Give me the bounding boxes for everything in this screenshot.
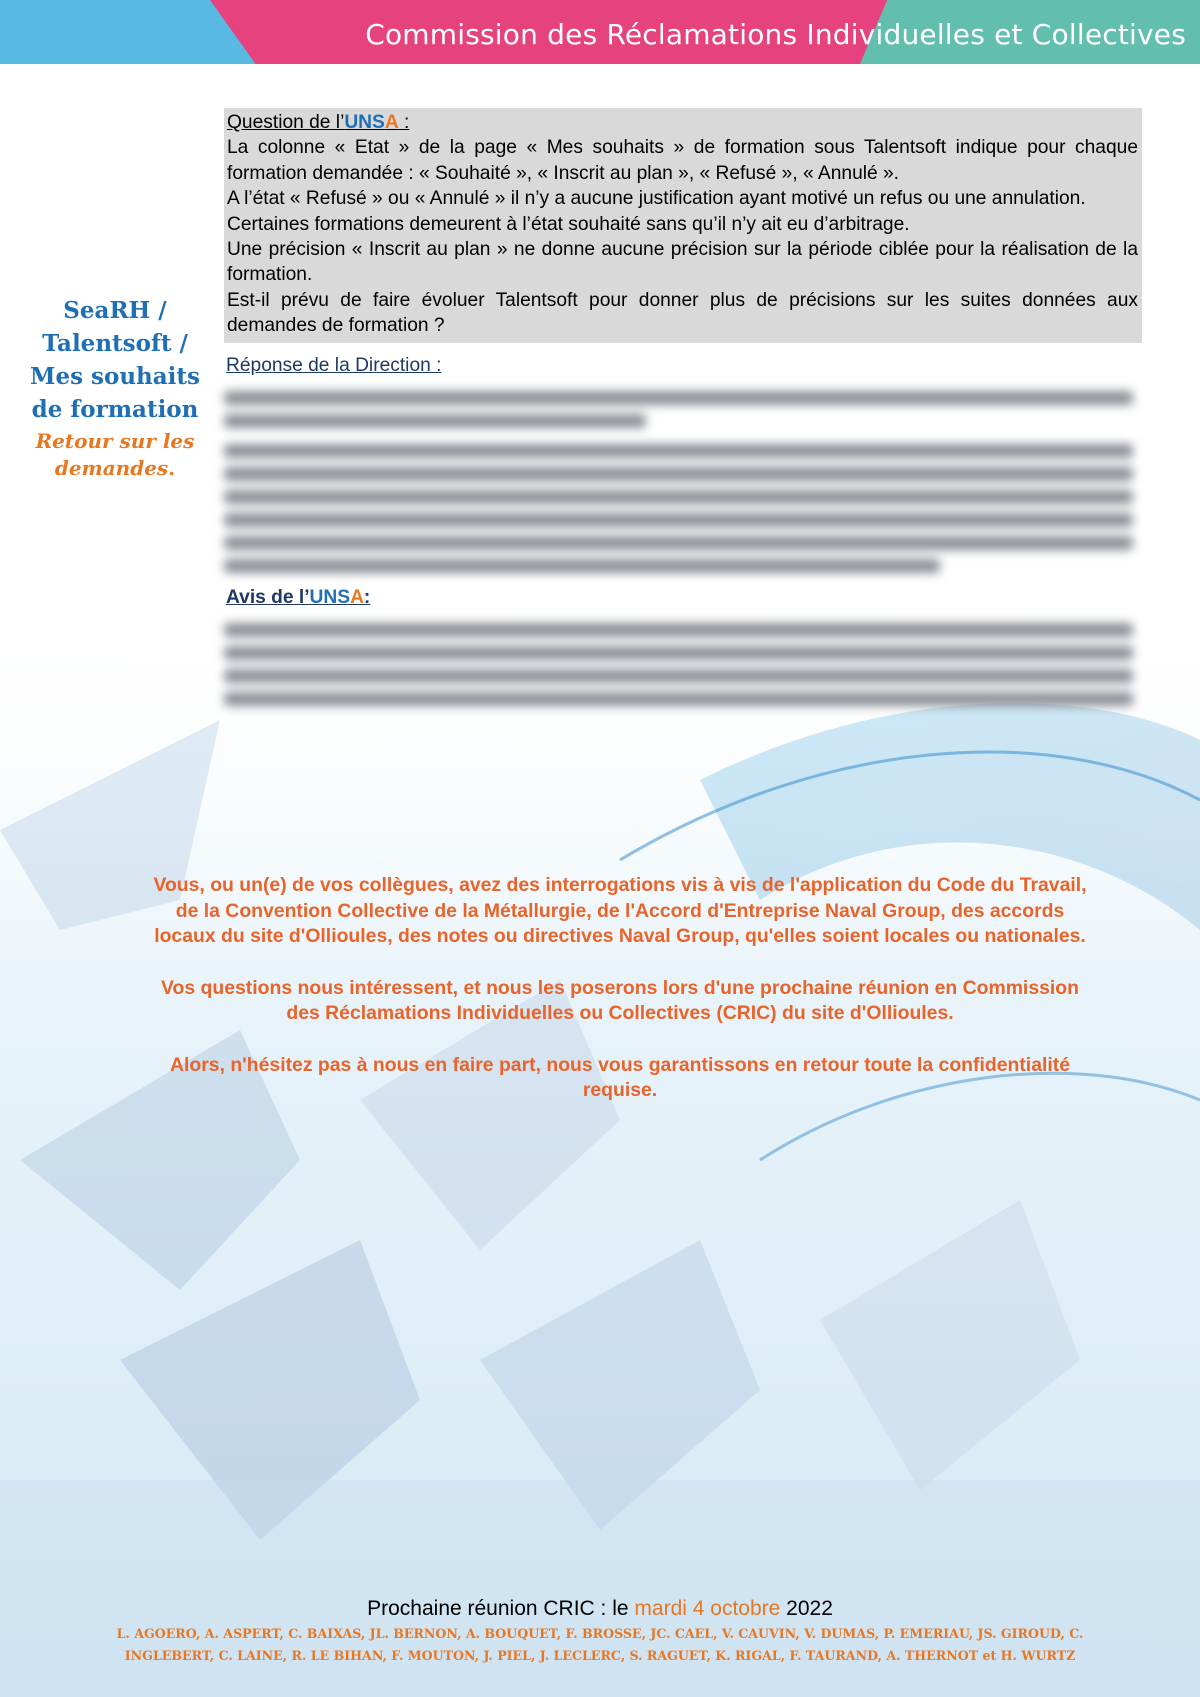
redacted-line [224, 646, 1133, 660]
banner-title: Commission des Réclamations Individuelles et Collectives [365, 18, 1186, 51]
org-name-part2: A [384, 112, 399, 133]
question-heading-suffix: : [398, 112, 410, 133]
redacted-answer [224, 391, 1142, 573]
redacted-avis [224, 623, 1142, 706]
main-content [224, 108, 1142, 715]
topic-subtitle-line: Retour sur les [35, 429, 195, 453]
topic-subtitle [20, 428, 210, 482]
avis-heading-prefix: Avis de l’ [226, 586, 310, 608]
avis-heading [224, 587, 1142, 609]
next-meeting-year: 2022 [780, 1597, 833, 1620]
background-decoration [0, 600, 1200, 1697]
avis-heading-suffix: : [363, 586, 371, 608]
redacted-line [224, 513, 1133, 527]
next-meeting [0, 1597, 1200, 1621]
redacted-line [224, 490, 1133, 504]
question-paragraph: Certaines formations demeurent à l’état souhaité sans qu’il n’y ait eu d’arbitrage. [227, 213, 910, 235]
redacted-line [224, 536, 1133, 550]
topic-title-line: SeaRH / [63, 297, 167, 324]
notice-paragraph: Alors, n'hésitez pas à nous en faire part, nous vous garantissons en retour toute la confidentialité requise. [170, 1053, 1070, 1101]
topic-subtitle-line: demandes. [54, 456, 176, 480]
org-name-part1: UNS [344, 112, 385, 133]
contact-notice [150, 873, 1090, 1130]
redacted-line [224, 414, 646, 428]
redacted-line [224, 444, 1133, 458]
header-banner [0, 0, 1200, 64]
question-paragraph: La colonne « Etat » de la page « Mes souhaits » de formation sous Talentsoft indique pour chaque formation demandée : « Souhaité », « Inscrit au plan », « Refusé », « Annulé ». [227, 137, 1138, 184]
topic-title-line: de formation [31, 396, 199, 423]
org-name-part1: UNS [309, 586, 351, 608]
question-paragraph: Une précision « Inscrit au plan » ne donne aucune précision sur la période ciblée pour la réalisation de la formation. [227, 239, 1138, 286]
redacted-line [224, 669, 1133, 683]
redacted-line [224, 623, 1133, 637]
answer-heading: Réponse de la Direction : [226, 354, 442, 376]
redacted-line [224, 559, 940, 573]
question-heading [227, 110, 1138, 135]
question-paragraph: A l’état « Refusé » ou « Annulé » il n’y a aucune justification ayant motivé un refus ou une annulation. [227, 188, 1086, 210]
members-line: INGLEBERT, C. LAINE, R. LE BIHAN, F. MOUTON, J. PIEL, J. LECLERC, S. RAGUET, K. RIGAL, F. TAURAND, A. THERNOT et H. WURTZ [124, 1648, 1076, 1663]
question-paragraph: Est-il prévu de faire évoluer Talentsoft pour donner plus de précisions sur les suites données aux demandes de formation ? [227, 289, 1138, 337]
notice-paragraph: Vous, ou un(e) de vos collègues, avez des interrogations vis à vis de l'application du Code du Travail, de la Convention Collective de la Métallurgie, de l'Accord d'Entreprise Naval Group, des accords locaux du site d'Ollioules, des notes ou directives Naval Group, qu'elles soient locales ou nationales. [153, 874, 1087, 947]
question-heading-prefix: Question de l’ [227, 112, 345, 133]
topic-title-line: Mes souhaits [30, 363, 200, 390]
redacted-line [224, 692, 1133, 706]
question-box [224, 108, 1142, 343]
sidebar-topic [20, 294, 210, 482]
org-name-part2: A [350, 586, 364, 608]
notice-paragraph: Vos questions nous intéressent, et nous les poserons lors d'une prochaine réunion en Commission des Réclamations Individuelles ou Collectives (CRIC) du site d'Ollioules. [161, 976, 1079, 1024]
redacted-line [224, 391, 1133, 405]
next-meeting-date: mardi 4 octobre [634, 1597, 781, 1620]
topic-title-line: Talentsoft / [42, 330, 188, 357]
members-list [110, 1623, 1090, 1667]
redacted-line [224, 467, 1133, 481]
members-line: L. AGOERO, A. ASPERT, C. BAIXAS, JL. BERNON, A. BOUQUET, F. BROSSE, JC. CAEL, V. CAUVIN, V. DUMAS, P. EMERIAU, JS. GIROUD, C. [116, 1626, 1084, 1641]
next-meeting-prefix: Prochaine réunion CRIC : le [367, 1597, 635, 1620]
topic-title [20, 294, 210, 426]
